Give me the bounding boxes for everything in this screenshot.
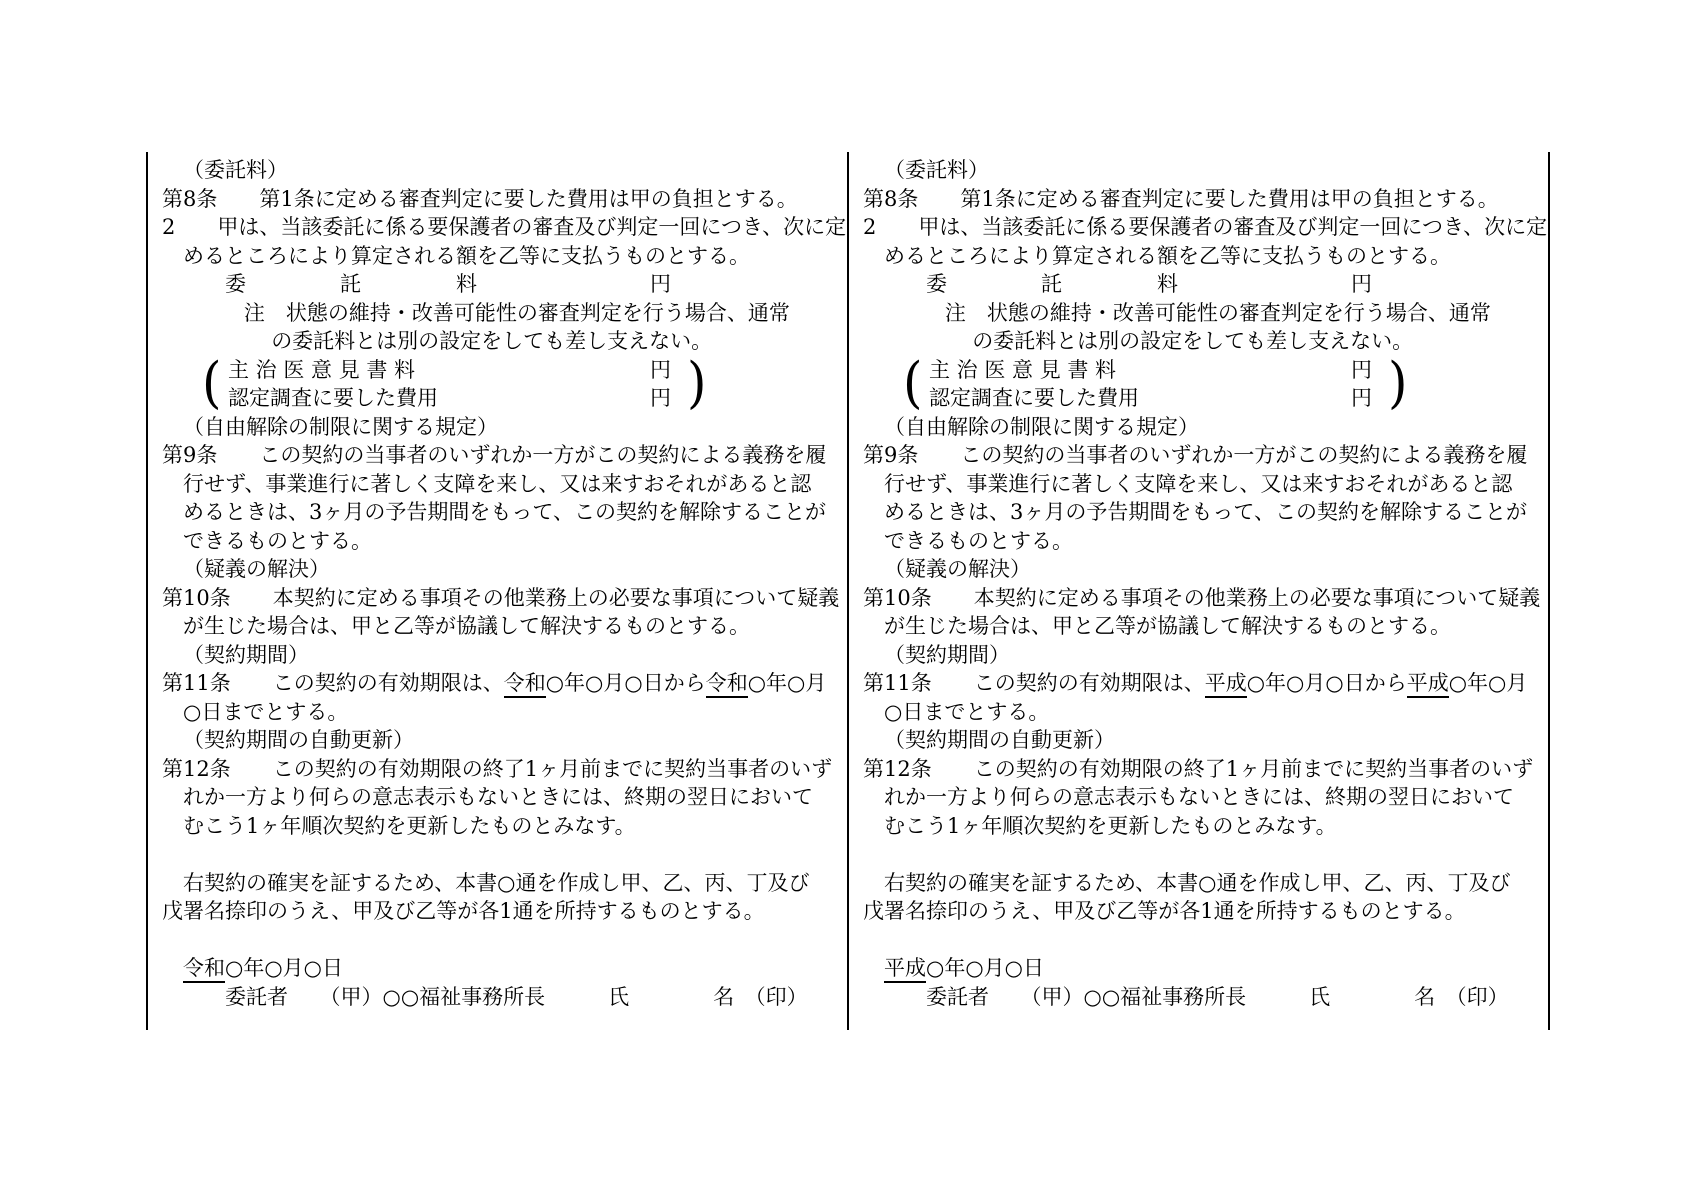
document-line: 第10条 本契約に定める事項その他業務上の必要な事項について疑義 [863,585,1541,610]
document-line: の委託料とは別の設定をしても差し支えない。 [271,329,713,353]
fee-item-label: 認定調査に要した費用 [228,386,438,410]
fee-row-char: 委 [926,272,947,296]
document-line: ○日までとする。 [183,699,349,724]
document-line: れか一方より何らの意志表示もないときには、終期の翌日において [884,785,1514,809]
close-paren: ) [687,350,707,415]
fee-unit: 円 [650,386,671,410]
era-label: 令和 [706,670,748,698]
document-line: 右契約の確実を証するため、本書○通を作成し甲、乙、丙、丁及び [183,870,810,895]
era-label: 平成 [1205,670,1247,698]
bracket-row [228,356,708,385]
document-line: （契約期間） [183,642,309,667]
document-line: （委託料） [183,158,288,182]
document-line: 第9条 この契約の当事者のいずれか一方がこの契約による義務を履 [863,443,1528,467]
bracket-rows [929,356,1409,413]
fee-unit: 円 [650,357,671,382]
document-line [863,669,1549,698]
line-text: ○年○月 [1448,671,1528,695]
era-label: 平成 [884,955,926,983]
line-text: ○年○月○日 [926,956,1044,980]
open-paren: ( [202,350,222,415]
line-text: ○年○月○日から [545,671,706,695]
fee-row-char: 委 [225,272,246,296]
blank-line [863,926,1549,955]
document-line: 行せず、事業進行に著しく支障を来し、又は来すおそれがあると認 [884,471,1513,496]
open-paren: ( [903,350,923,415]
document-line: ○日までとする。 [884,699,1050,724]
fee-unit: 円 [1351,386,1372,410]
bracket-row [929,384,1409,413]
document-line: 第10条 本契約に定める事項その他業務上の必要な事項について疑義 [162,585,840,610]
line-text: ○年○月○日から [1246,671,1407,695]
signature-row: 委託者 （甲）○○福祉事務所長 氏 名 （印） [225,984,808,1009]
document-line: めるときは、3ヶ月の予告期間をもって、この契約を解除することが [183,500,826,524]
document-line: できるものとする。 [884,528,1073,553]
fee-item-label: 主 治 医 意 見 書 料 [929,357,1117,382]
fee-item-label: 認定調査に要した費用 [929,386,1139,410]
bracket-group [162,350,848,415]
fee-row [162,270,848,299]
bracket-group [863,350,1549,415]
page-column-left [162,156,848,1011]
document-line: 第8条 第1条に定める審査判定に要した費用は甲の負担とする。 [863,186,1499,211]
document-line: （委託料） [884,158,989,182]
blank-line [162,926,848,955]
document-line: （自由解除の制限に関する規定） [884,414,1199,439]
document-line: 第12条 この契約の有効期限の終了1ヶ月前までに契約当事者のいず [162,756,833,781]
bracket-row [228,384,708,413]
document-line: 戊署名捺印のうえ、甲及び乙等が各1通を所持するものとする。 [863,899,1466,923]
document-line: 第8条 第1条に定める審査判定に要した費用は甲の負担とする。 [162,186,798,211]
document-line: 2 甲は、当該委託に係る要保護者の審査及び判定一回につき、次に定 [863,215,1548,239]
document-line: 第12条 この契約の有効期限の終了1ヶ月前までに契約当事者のいず [863,756,1534,781]
document-line: 2 甲は、当該委託に係る要保護者の審査及び判定一回につき、次に定 [162,215,847,239]
fee-row [863,270,1549,299]
blank-line [162,840,848,869]
fee-unit: 円 [1351,272,1372,296]
document-line: できるものとする。 [183,528,372,553]
date-row [863,954,1549,983]
document-line: めるときは、3ヶ月の予告期間をもって、この契約を解除することが [884,500,1527,524]
fee-unit: 円 [650,272,671,296]
document-line [162,669,848,698]
close-paren: ) [1388,350,1408,415]
document-line: の委託料とは別の設定をしても差し支えない。 [972,329,1414,353]
document-line: むこう1ヶ年順次契約を更新したものとみなす。 [884,813,1337,838]
document-line: が生じた場合は、甲と乙等が協議して解決するものとする。 [183,614,750,638]
bracket-row [929,356,1409,385]
contract-document-page [146,152,1550,1030]
document-line: 注 状態の維持・改善可能性の審査判定を行う場合、通常 [944,300,1491,325]
fee-item-label: 主 治 医 意 見 書 料 [228,357,416,382]
era-label: 令和 [183,955,225,983]
document-line: 第9条 この契約の当事者のいずれか一方がこの契約による義務を履 [162,443,827,467]
page-column-right [863,156,1549,1011]
line-text: 第11条 この契約の有効期限は、 [863,671,1205,695]
document-line: （契約期間の自動更新） [183,728,414,752]
fee-row-char: 料 [456,272,477,296]
document-line: （疑義の解決） [884,557,1031,581]
document-line: （契約期間の自動更新） [884,728,1115,752]
date-row [162,954,848,983]
fee-unit: 円 [1351,357,1372,382]
line-text: ○年○月○日 [225,956,343,980]
bracket-rows [228,356,708,413]
document-line: （疑義の解決） [183,557,330,581]
document-line: めるところにより算定される額を乙等に支払うものとする。 [884,243,1451,268]
era-label: 平成 [1407,670,1449,698]
document-line: （契約期間） [884,642,1010,667]
document-line: が生じた場合は、甲と乙等が協議して解決するものとする。 [884,614,1451,638]
document-line: 右契約の確実を証するため、本書○通を作成し甲、乙、丙、丁及び [884,870,1511,895]
blank-line [863,840,1549,869]
document-line: 注 状態の維持・改善可能性の審査判定を行う場合、通常 [243,300,790,325]
fee-row-char: 託 [340,272,361,296]
fee-row-char: 託 [1041,272,1062,296]
document-line: むこう1ヶ年順次契約を更新したものとみなす。 [183,813,636,838]
signature-row: 委託者 （甲）○○福祉事務所長 氏 名 （印） [926,984,1509,1009]
era-label: 令和 [504,670,546,698]
document-line: れか一方より何らの意志表示もないときには、終期の翌日において [183,785,813,809]
document-line: 行せず、事業進行に著しく支障を来し、又は来すおそれがあると認 [183,471,812,496]
line-text: 第11条 この契約の有効期限は、 [162,671,504,695]
line-text: ○年○月 [747,671,827,695]
document-line: （自由解除の制限に関する規定） [183,414,498,439]
fee-row-char: 料 [1157,272,1178,296]
document-line: めるところにより算定される額を乙等に支払うものとする。 [183,243,750,268]
document-line: 戊署名捺印のうえ、甲及び乙等が各1通を所持するものとする。 [162,899,765,923]
